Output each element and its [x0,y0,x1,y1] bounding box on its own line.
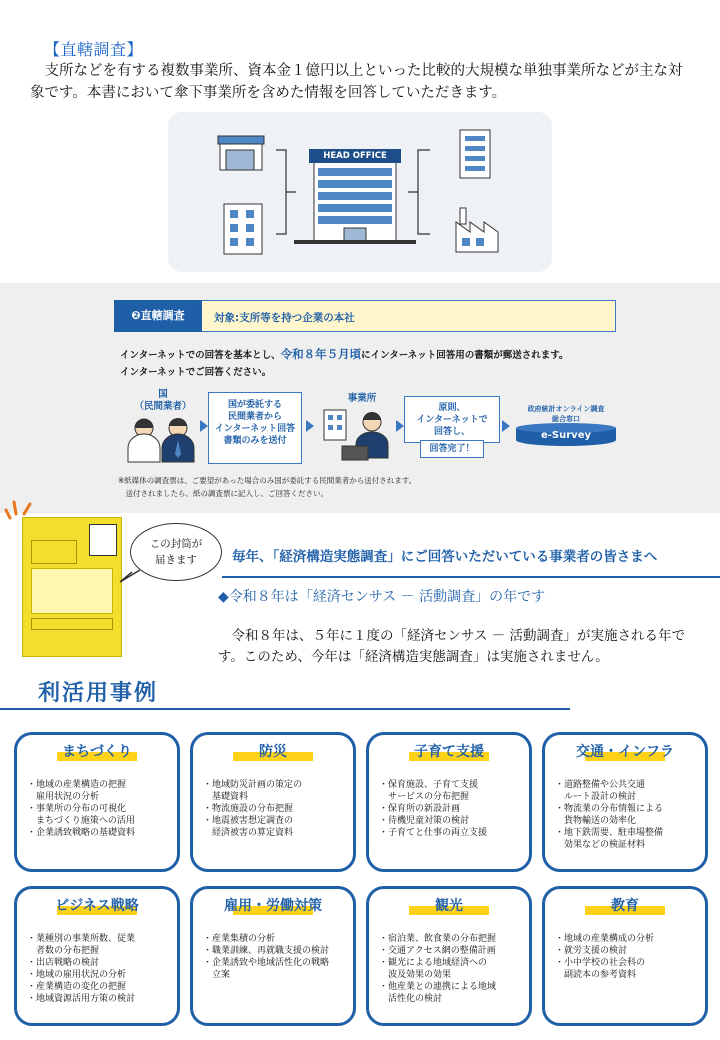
footnote-line-2: 送付されましたら、紙の調査票に記入し、ご回答ください。 [118,489,328,498]
guide-tag: ❷直轄調査 [114,300,202,332]
card-item: ・企業誘致戦略の基礎資料 [27,828,136,838]
bubble-text: この封筒が 届きます [149,538,203,566]
card-item: ・保育所の新設計画 [379,804,461,814]
card-item: ・地域の産業構造の把握 [27,780,127,790]
card-item: ・地下鉄需要、駐車場整備 [555,828,664,838]
warehouse-icon [218,136,264,170]
people-icon [122,414,202,464]
card-item: ・地震被害想定調査の [203,816,294,826]
head-office-building-icon [294,162,416,244]
notice-part-c: インターネットでご回答ください。 [120,367,272,378]
office-building-icon [224,204,262,254]
card-items [379,779,521,839]
card-item: サービスの分布把握 [379,792,470,802]
example-card-transport [542,732,708,872]
actor-country-sub: （民間業者） [134,401,192,412]
flow-arrow-4 [502,420,510,432]
headline-divider [222,576,720,578]
card-item: ・観光による地域経済への [379,958,488,968]
example-card-business [14,886,180,1026]
footnote-line-1: ※紙媒体の調査票は、ご要望があった場合のみ国が委託する民間業者から送付されます。 [118,476,417,485]
flow-step-answer: 原則、 インターネットで 回答し、 [404,396,500,443]
card-item: ルート設計の検討 [555,792,637,802]
card-item: ・待機児童対策の検討 [379,816,470,826]
census-body: 令和８年は、５年に１度の「経済センサス － 活動調査」が実施される年です。このため、今年は「経済構造実態調査」は実施されません。 [218,628,686,665]
actor-office-label: 事業所 [347,393,377,404]
tower-building-icon [460,130,490,178]
card-item: ・子育てと仕事の両立支援 [379,828,488,838]
card-item: ・交通アクセス網の整備計画 [379,946,496,956]
notice-headline: 毎年、「経済構造実態調査」にご回答いただいている事業者の皆さまへ [232,549,658,565]
example-card-education [542,886,708,1026]
card-item: ・産業集積の分析 [203,934,276,944]
card-item: ・地域の産業構成の分析 [555,934,655,944]
head-office-label: HEAD OFFICE [309,149,401,163]
card-item: ・地域防災計画の策定の [203,780,303,790]
card-item: 経済被害の算定資料 [203,828,294,838]
card-items [27,933,169,1005]
actor-country-label: 国 [158,389,168,400]
factory-icon [456,208,498,252]
speech-bubble [130,523,222,581]
card-item: ・物流施設の分布把握 [203,804,294,814]
flow-step-send: 国が委託する 民間業者から インターネット回答 書類のみを送付 [208,392,302,464]
card-item: 雇用状況の分析 [27,792,100,802]
card-item: まちづくり施策への活用 [27,816,135,826]
card-item: ・小中学校の社会科の [555,958,646,968]
guide-target: 対象:支所等を持つ企業の本社 [214,312,355,324]
flow-arrow-1 [200,420,208,432]
card-item: ・物流業の分布情報による [555,804,664,814]
envelope-logo [89,524,117,556]
card-item: ・保育施設、子育て支援 [379,780,479,790]
envelope-window [31,540,77,564]
card-items [203,933,345,981]
card-items [27,779,169,839]
notice-highlight: 令和８年５月頃 [280,347,362,361]
census-headline: ◆令和８年は「経済センサス － 活動調査」の年です [218,589,546,605]
portal-label-2: 総合窓口 [552,415,580,423]
card-item: 立案 [203,970,231,980]
envelope-notice-box [31,568,113,614]
envelope-image [22,517,122,657]
office-worker-icon [320,406,404,462]
card-item: ・事業所の分布の可視化 [27,804,127,814]
card-item: 副読本の参考資料 [555,970,637,980]
guide-notice [120,346,640,381]
bubble-tail [118,570,142,584]
flow-arrow-3 [396,420,404,432]
examples-divider [0,708,570,710]
flow-arrow-2 [306,420,314,432]
building-diagram [168,112,552,272]
card-item: ・職業訓練、再就職支援の検討 [203,946,330,956]
e-survey-label: e-Survey [540,430,591,441]
card-item: 者数の分布把握 [27,946,100,956]
example-card-employment [190,886,356,1026]
card-title: 子育て支援 [414,744,484,760]
card-item: ・企業誘致や地域活性化の戦略 [203,958,330,968]
card-item: ・就労支援の検討 [555,946,628,956]
card-item: ・地域の雇用状況の分析 [27,970,127,980]
card-item: ・地域資源活用方策の検討 [27,994,136,1004]
head-office-illustration [168,112,552,272]
card-item: 波及効果の効果 [379,970,452,980]
guide-footnote [118,474,638,500]
answer-complete-badge: 回答完了！ [420,440,484,458]
card-item: 貨物輸送の効率化 [555,816,637,826]
card-items [555,933,697,981]
card-items [379,933,521,1005]
card-title: 防災 [259,744,287,760]
card-item: ・出店戦略の検討 [27,958,100,968]
card-item: ・道路整備や公共交通 [555,780,646,790]
card-item: 活性化の検討 [379,994,443,1004]
section-title: 【直轄調査】 [44,40,144,59]
card-item: 基礎資料 [203,792,249,802]
card-item: ・産業構造の変化の把握 [27,982,127,992]
card-item: ・業種別の事業所数、従業 [27,934,136,944]
card-title: まちづくり [62,744,132,760]
envelope-address-box [31,618,113,630]
card-item: 効果などの検証材料 [555,840,646,850]
card-title: ビジネス戦略 [55,898,139,914]
card-items [203,779,345,839]
example-card-childcare [366,732,532,872]
notice-part-a: インターネットでの回答を基本とし、 [120,350,281,361]
portal-label-1: 政府統計オンライン調査 [527,405,605,413]
card-title: 雇用・労働対策 [224,898,322,914]
card-title: 交通・インフラ [576,744,674,760]
card-items [555,779,697,851]
notice-part-b: にインターネット回答用の書類が郵送されます。 [361,350,569,361]
example-card-tourism [366,886,532,1026]
example-card-disaster [190,732,356,872]
example-card-town [14,732,180,872]
card-title: 観光 [435,898,463,914]
examples-title: 利活用事例 [38,681,159,706]
card-item: ・他産業との連携による地域 [379,982,497,992]
card-item: ・宿泊業、飲食業の分布把握 [379,934,497,944]
section-body: 支所などを有する複数事業所、資本金１億円以上といった比較的大規模な単独事業所などが主な対象です。本書において傘下事業所を含めた情報を回答していただきます。 [30,63,683,101]
card-title: 教育 [611,898,639,914]
